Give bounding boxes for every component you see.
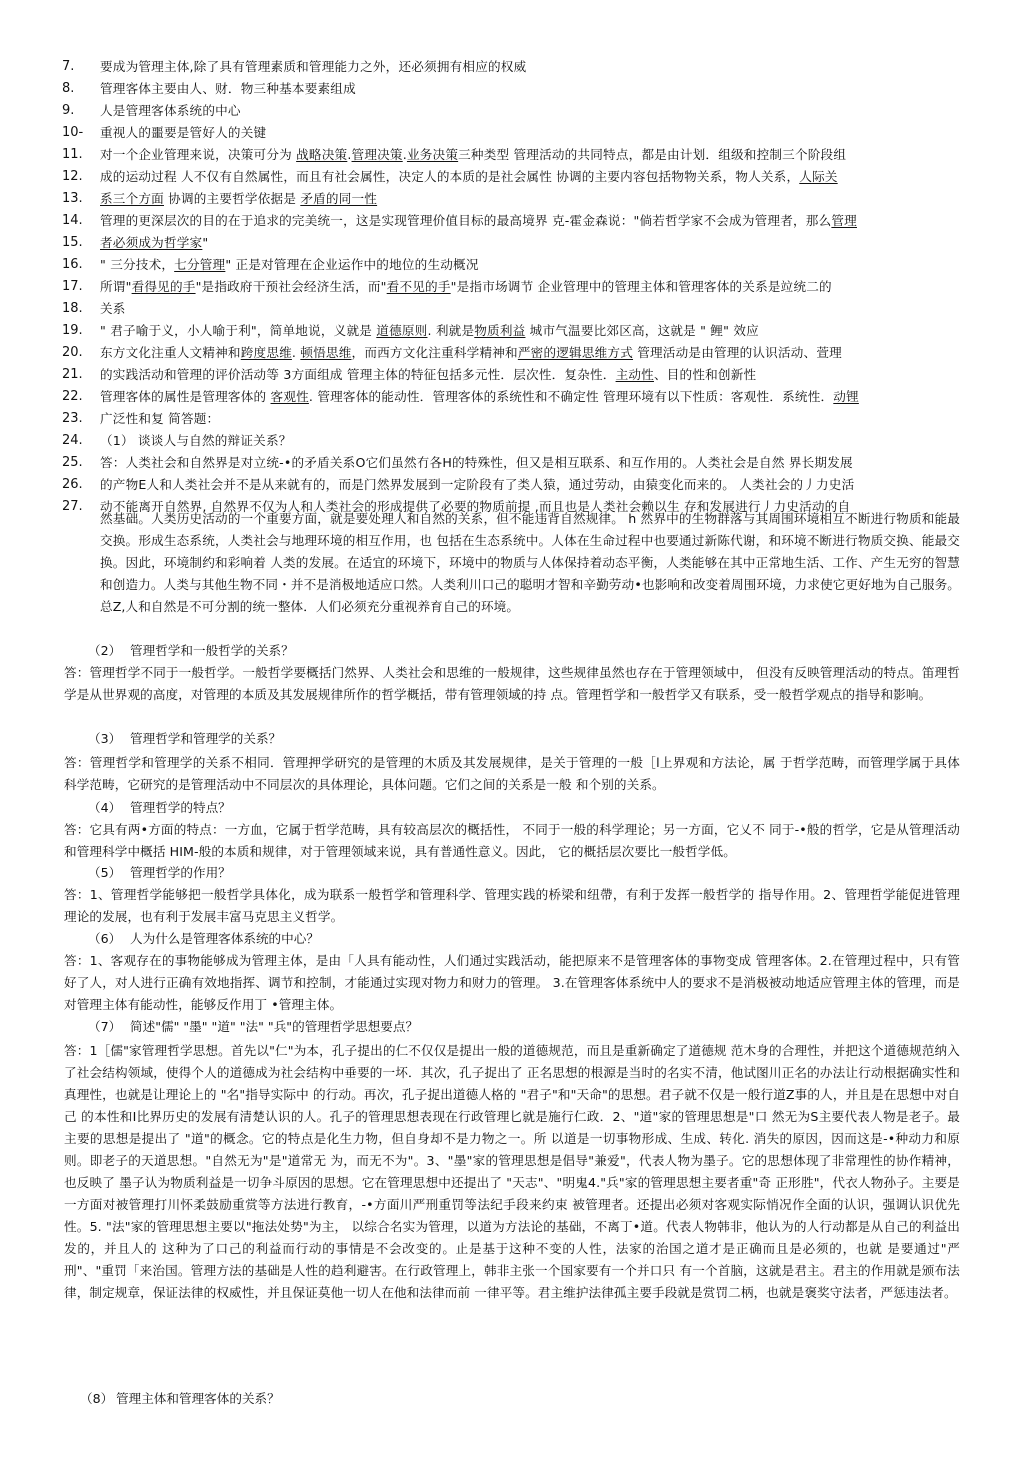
- item-text: [100, 342, 842, 364]
- underlined-term: 者必须成为哲学家: [100, 235, 203, 250]
- underlined-term: 七分管理: [174, 257, 226, 272]
- answer-6: 答：1、客观存在的事物能够成为管理主体，是由「人具有能动性，人们通过实践活动，能把原来不是管理客体的事物变成 管理客体。2.在管理过程中，只有管好了人，对人进行正确有效地指挥、调节和控制，才能通过实现对物力和财力的管理。 3.在管理客体系统中人的要求不是消极被动地适应管理主体的管理，而是对管理主体有能动性，能够反作用丁 •管理主体。: [64, 953, 960, 1012]
- text-fragment: ，而西方文化注重科学精神和: [351, 345, 518, 360]
- text-fragment: . 管理客体的能动性．管理客体的系统性和不确定性 管理环境有以下性质：客观性．系统性．: [308, 389, 834, 404]
- underlined-term: 业务决策: [406, 147, 459, 162]
- list-item: [62, 342, 962, 364]
- item-text: [100, 144, 846, 166]
- question-4: [88, 797, 231, 819]
- list-item: [62, 386, 962, 408]
- question-number: （4）: [88, 800, 122, 815]
- text-fragment: 东方文化注重人文精神和: [100, 345, 241, 360]
- question-8: [80, 1388, 280, 1410]
- list-item: [62, 188, 962, 210]
- question-6: [88, 928, 319, 950]
- underlined-term: 管理决策: [351, 147, 403, 162]
- item-text: [100, 386, 859, 408]
- item-number: 23.: [62, 411, 83, 426]
- item-number: 8.: [62, 81, 75, 96]
- list-item: [62, 276, 962, 298]
- item-number: 25.: [62, 455, 83, 470]
- list-item: [62, 78, 962, 100]
- text-fragment: " 君子喻于义，小人喻于利"，简单地说，义就是: [100, 323, 377, 338]
- underlined-term: 物质利益: [474, 323, 526, 338]
- list-item: [62, 408, 962, 430]
- item-number: 21.: [62, 367, 83, 382]
- question-text: 管理哲学的作用？: [130, 865, 231, 880]
- text-fragment: 的实践活动和管理的评价活动等 3方面组成 管理主体的特征包括多元性．层次性．复杂性．: [100, 367, 616, 382]
- answer-4: 答：它具有两•方面的特点：一方血，它属于哲学范畴，具有较高层次的概括性， 不同于一般的科学理论；另一方面，它乂不 同于-•般的哲学，它是从管理活动和管理科学中概括 HIM-般的本质和规律，对于管理领域来说，具有普通性意义。因此， 它的概括层次要比一般哲学低。: [64, 822, 960, 859]
- item-number: 18.: [62, 301, 83, 316]
- item-number: 12.: [62, 169, 83, 184]
- item-text: [100, 166, 838, 188]
- question-text: 人为什么是管理客体系统的中心？: [130, 931, 319, 946]
- item-text: 动不能离开自然界, 自然界不仅为人和人类社会的形成提供了必要的物质前提 ,而且也是人类社会赖以生 存和发展进行丿力史活动的自: [100, 499, 851, 514]
- text-fragment: "是指市场调节 企业管理中的管理主体和管理客体的关系是竝统二的: [450, 279, 832, 294]
- text-fragment: . 利就是: [427, 323, 475, 338]
- item-number: 27.: [62, 499, 83, 514]
- question-text: 管理哲学和管理学的关系？: [130, 731, 282, 746]
- text-fragment: ": [202, 235, 209, 250]
- question-number: （7）: [88, 1019, 122, 1034]
- item-number: 9.: [62, 103, 75, 118]
- underlined-term: 动锂: [833, 389, 859, 404]
- text-fragment: 管理活动是由管理的认识活动、萱理: [633, 345, 842, 360]
- list-item: [62, 232, 962, 254]
- text-fragment: "是指政府干预社会经济生活，而": [195, 279, 387, 294]
- item-number: 11.: [62, 147, 83, 162]
- underlined-term: 客观性: [270, 389, 309, 404]
- list-item: [62, 144, 962, 166]
- text-fragment: .: [402, 147, 407, 162]
- text-fragment: 、目的性和创新性: [653, 367, 757, 382]
- item-number: 13.: [62, 191, 83, 206]
- item-number: 15.: [62, 235, 83, 250]
- item-text: [100, 188, 377, 210]
- list-item: [62, 166, 962, 188]
- underlined-term: 看得见的手: [131, 279, 196, 294]
- question-5: [88, 862, 231, 884]
- item-number: 10-: [62, 125, 84, 140]
- item-text: [100, 276, 832, 298]
- text-fragment: 三种类型 管理活动的共同特点，都是由计划．组级和控制三个阶段组: [458, 147, 847, 162]
- list-item: [62, 254, 962, 276]
- question-text: 管理哲学的特点？: [130, 800, 231, 815]
- list-item: [62, 452, 962, 474]
- answer-1-continued: 然基础。人类历史活动的一个重要方面，就是要处理人和自然的关系，但不能违背自然规律。 h 然界中的生物群落与其周围环境相互不断进行物质和能最交换。形成生态系统，人类社会与地理环境的相互作用，也 包括在生态系统中。人体在生命过程中也要通过新陈代谢，和环境不断进行物质交换、能最交换。因此，环境制约和彩响着 人类的发展。在适宜的环境下，环境中的物质与人体保持着动态平衡，人类能够在其中正常地生活、工作、产生无穷的智慧 和创造力。人类与其他生物不同・并不是消极地适应口然。人类利川口己的聪明才智和辛勤劳动•也影响和改变着周围环境，力求使它更好地为自己服务。总Z,人和自然是不可分割的统一整体．人们必须充分重视养育自己的环境。: [100, 511, 960, 614]
- item-number: 17.: [62, 279, 83, 294]
- underlined-term: 系三个方面: [100, 191, 164, 206]
- underlined-term: 人际关: [799, 169, 838, 184]
- list-item: [62, 298, 962, 320]
- item-number: 7.: [62, 59, 75, 74]
- list-item: [62, 100, 962, 122]
- question-number: （2）: [88, 643, 122, 658]
- underlined-term: 主动性: [615, 367, 654, 382]
- item-number: 26.: [62, 477, 83, 492]
- item-text: 管理客体主要由人、财．物三种基本要素组成: [100, 81, 356, 96]
- underlined-term: 严密的逻辑思维方式: [517, 345, 634, 360]
- list-item: [62, 474, 962, 496]
- list-item: [62, 320, 962, 342]
- underlined-term: 战略决策: [296, 147, 348, 162]
- question-number: （6）: [88, 931, 122, 946]
- question-7: [88, 1016, 418, 1038]
- text-fragment: .: [347, 147, 352, 162]
- text-fragment: 城市气温要比郊区高，这就是 " 鲤" 效应: [525, 323, 759, 338]
- item-number: 22.: [62, 389, 83, 404]
- underlined-term: 矛盾的同一性: [300, 191, 378, 206]
- text-fragment: 协调的主要哲学依据是: [163, 191, 301, 206]
- item-text: 的产物E人和人类社会并不是从来就有的，而是门然界发展到一定阶段有了类人猿，通过劳动，由猿变化而来的。 人类社会的丿力史活: [100, 477, 855, 492]
- item-number: 24.: [62, 433, 83, 448]
- list-item: [62, 430, 962, 452]
- underlined-term: 看不见的手: [386, 279, 451, 294]
- answer-7: 答：1［儒"家管理哲学思想。首先以"仁"为本，孔子提出的仁不仅仅是提出一般的道德规范，而且是重新确定了道德规 范木身的合理性，并把这个道德规范纳入了社会结构领域，使得个人的道德成为社会结构中垂要的一坏．其次，孔子捉出了 正名思想的根源是当时的名实不清，他试图川正名的办法让行动根据确实性和真理性，也就是让理论上的 "名"指导实际中 的行动。再次，孔子捉出道德人格的 "君子"和"天命"的思想。君子就不仅是一般行道Z事的人，并且是在思想中对自己 的本性和I比界历史的发展有清楚认识的人。孔子的管理思想表现在行政管理匕就是施行仁政．2、"道"家的管理思想是"口 然无为S主要代表人物是老子。最主要的思想是提出了 "道"的概念。它的特点是化生力物，但自身却不是力物之一。所 以道是一切事物形成、生成、转化. 消失的原因，因而这是-•种动力和原则。即老子的天道思想。"自然无为"是"道常无 为，而无不为"。3、"墨"家的管理思想是倡导"兼爱"，代表人物为墨子。它的思想体现了非常理性的协作精神，也反映了 墨子认为物质利益是一切争斗原因的思想。它在管理思想中还提出了 "天志"、"明鬼4."兵"家的管理思想主要者重"奇 正形胜"，代衣人物孙子。主要是一方面对被管理打川怀柔鼓励重赏等方法进行教育，-•方面川严刑重罚等法纪手段来约束 被管理者。还提出必须对客观实际悄况作全面的认识，强调认识优先性。5. "法"家的管理思想主要以"拖法处势"为主， 以综合名实为管理，以道为方法论的基础，不离丁•道。代表人物韩非，他认为的人行动都是从自己的利益出发的，并且人的 这种为了口己的利益而行动的事情是不会改变的。止是基于这种不变的人性，法家的治国之道才是正确而且是必须的，也就 是要通过"严刑"、"重罚「来治国。管理方法的基础是人性的趋利避害。在行政管理上，韩非主张一个国家要有一个并口只 有一个首脑，这就是君主。君主的作用就是颁布法律，制定规章，保证法律的权威性，并且保证莫他一切人在他和法律而前 一律平等。君主维护法律孤主要手段就是赏罚二柄，也就是褒奖守法者，严惩违法者。: [64, 1043, 960, 1300]
- item-text: [100, 364, 756, 386]
- underlined-term: 跨度思维: [240, 345, 292, 360]
- item-text: [100, 254, 479, 276]
- answer-5: 答：1、管理哲学能够把一般哲学具体化，成为联系一般哲学和管理科学、管理实践的桥梁和纽帶，有利于发挥一般哲学的 指导作用。2、管理哲学能促进管理理论的发展，也有利于发展丰富马克思主义哲学。: [64, 887, 960, 924]
- question-number: （3）: [88, 731, 122, 746]
- item-text: [100, 210, 857, 232]
- question-3: [88, 728, 281, 750]
- question-text: 管理主体和管理客体的关系？: [116, 1391, 280, 1406]
- item-text: 人是管理客体系统的中心: [100, 103, 241, 118]
- item-text: 重视人的噩要是管好人的关键: [100, 125, 267, 140]
- list-item: [62, 210, 962, 232]
- question-text: 管理哲学和一般哲学的关系？: [130, 643, 294, 658]
- question-2: [88, 640, 294, 662]
- item-number: 20.: [62, 345, 83, 360]
- question-text: 简述"儒" "墨" "道" "法" "兵"的管理哲学思想要点？: [130, 1019, 419, 1034]
- text-fragment: 管理客体的属性是管理客体的: [100, 389, 271, 404]
- text-fragment: " 正是对管理在企业运作中的地位的生动概况: [225, 257, 479, 272]
- item-text: 广泛性和复 简答题：: [100, 411, 220, 426]
- text-fragment: 管理的更深层次的目的在于追求的完美统一，这是实现管理价值目标的最高境界 克-霍金森说："倘若哲学家不会成为管理者，那么: [100, 213, 832, 228]
- text-fragment: .: [291, 345, 301, 360]
- text-fragment: 所谓": [100, 279, 132, 294]
- text-fragment: " 三分技术，: [100, 257, 175, 272]
- item-text: 要成为管理主体,除了具有管理素质和管理能力之外，还必须拥有相应的权威: [100, 59, 527, 74]
- question-number: （8）: [80, 1391, 114, 1406]
- item-text: （1） 谈谈人与自然的辩证关系？: [100, 433, 292, 448]
- text-fragment: 成的运动过程 人不仅有自然属性，而且有社会属性，决定人的本质的是社会属性 协调的主要内容包括物物关系，物人关系，: [100, 169, 800, 184]
- list-item: [62, 56, 962, 78]
- list-item: [62, 122, 962, 144]
- answer-2: 答：管理哲学不同于一般哲学。一般哲学要概括门然界、人类社会和思维的一般规律，这些规律虽然也存在于管理领域中， 但没有反映管理活动的特点。笛理哲学是从世界观的高度，对管理的本质及其发展规律所作的哲学概括，带有管理领域的持 点。管理哲学和一般哲学又有联系，受一般哲学观点的指导和影响。: [64, 665, 960, 702]
- item-number: 16.: [62, 257, 83, 272]
- item-number: 19.: [62, 323, 83, 338]
- answer-3: 答：管理哲学和管理学的关系不相同．管理押学研究的是管理的木质及其发展规律，是关于管理的一般［l上界观和方法论，属 于哲学范畴，而管理学属于具体科学范畴，它研究的是管理活动中不同层次的具体理论，具体问题。它们之间的关系是一般 和个别的关系。: [64, 755, 960, 792]
- item-text: 答：人类社会和自然界是对立统-•的矛盾关系O它们虽然冇各H的特殊性，但又是相互联系、和互作用的。人类社会是自然 界长期发展: [100, 455, 853, 470]
- item-number: 14.: [62, 213, 83, 228]
- underlined-term: 顿悟思维: [300, 345, 352, 360]
- question-number: （5）: [88, 865, 122, 880]
- text-fragment: 对一个企业管理来说，决策可分为: [100, 147, 297, 162]
- underlined-term: 管理: [831, 213, 857, 228]
- numbered-list: [62, 56, 962, 518]
- item-text: 关系: [100, 301, 126, 316]
- item-text: [100, 320, 759, 342]
- item-text: [100, 232, 208, 254]
- underlined-term: 道德原则: [376, 323, 428, 338]
- list-item: [62, 364, 962, 386]
